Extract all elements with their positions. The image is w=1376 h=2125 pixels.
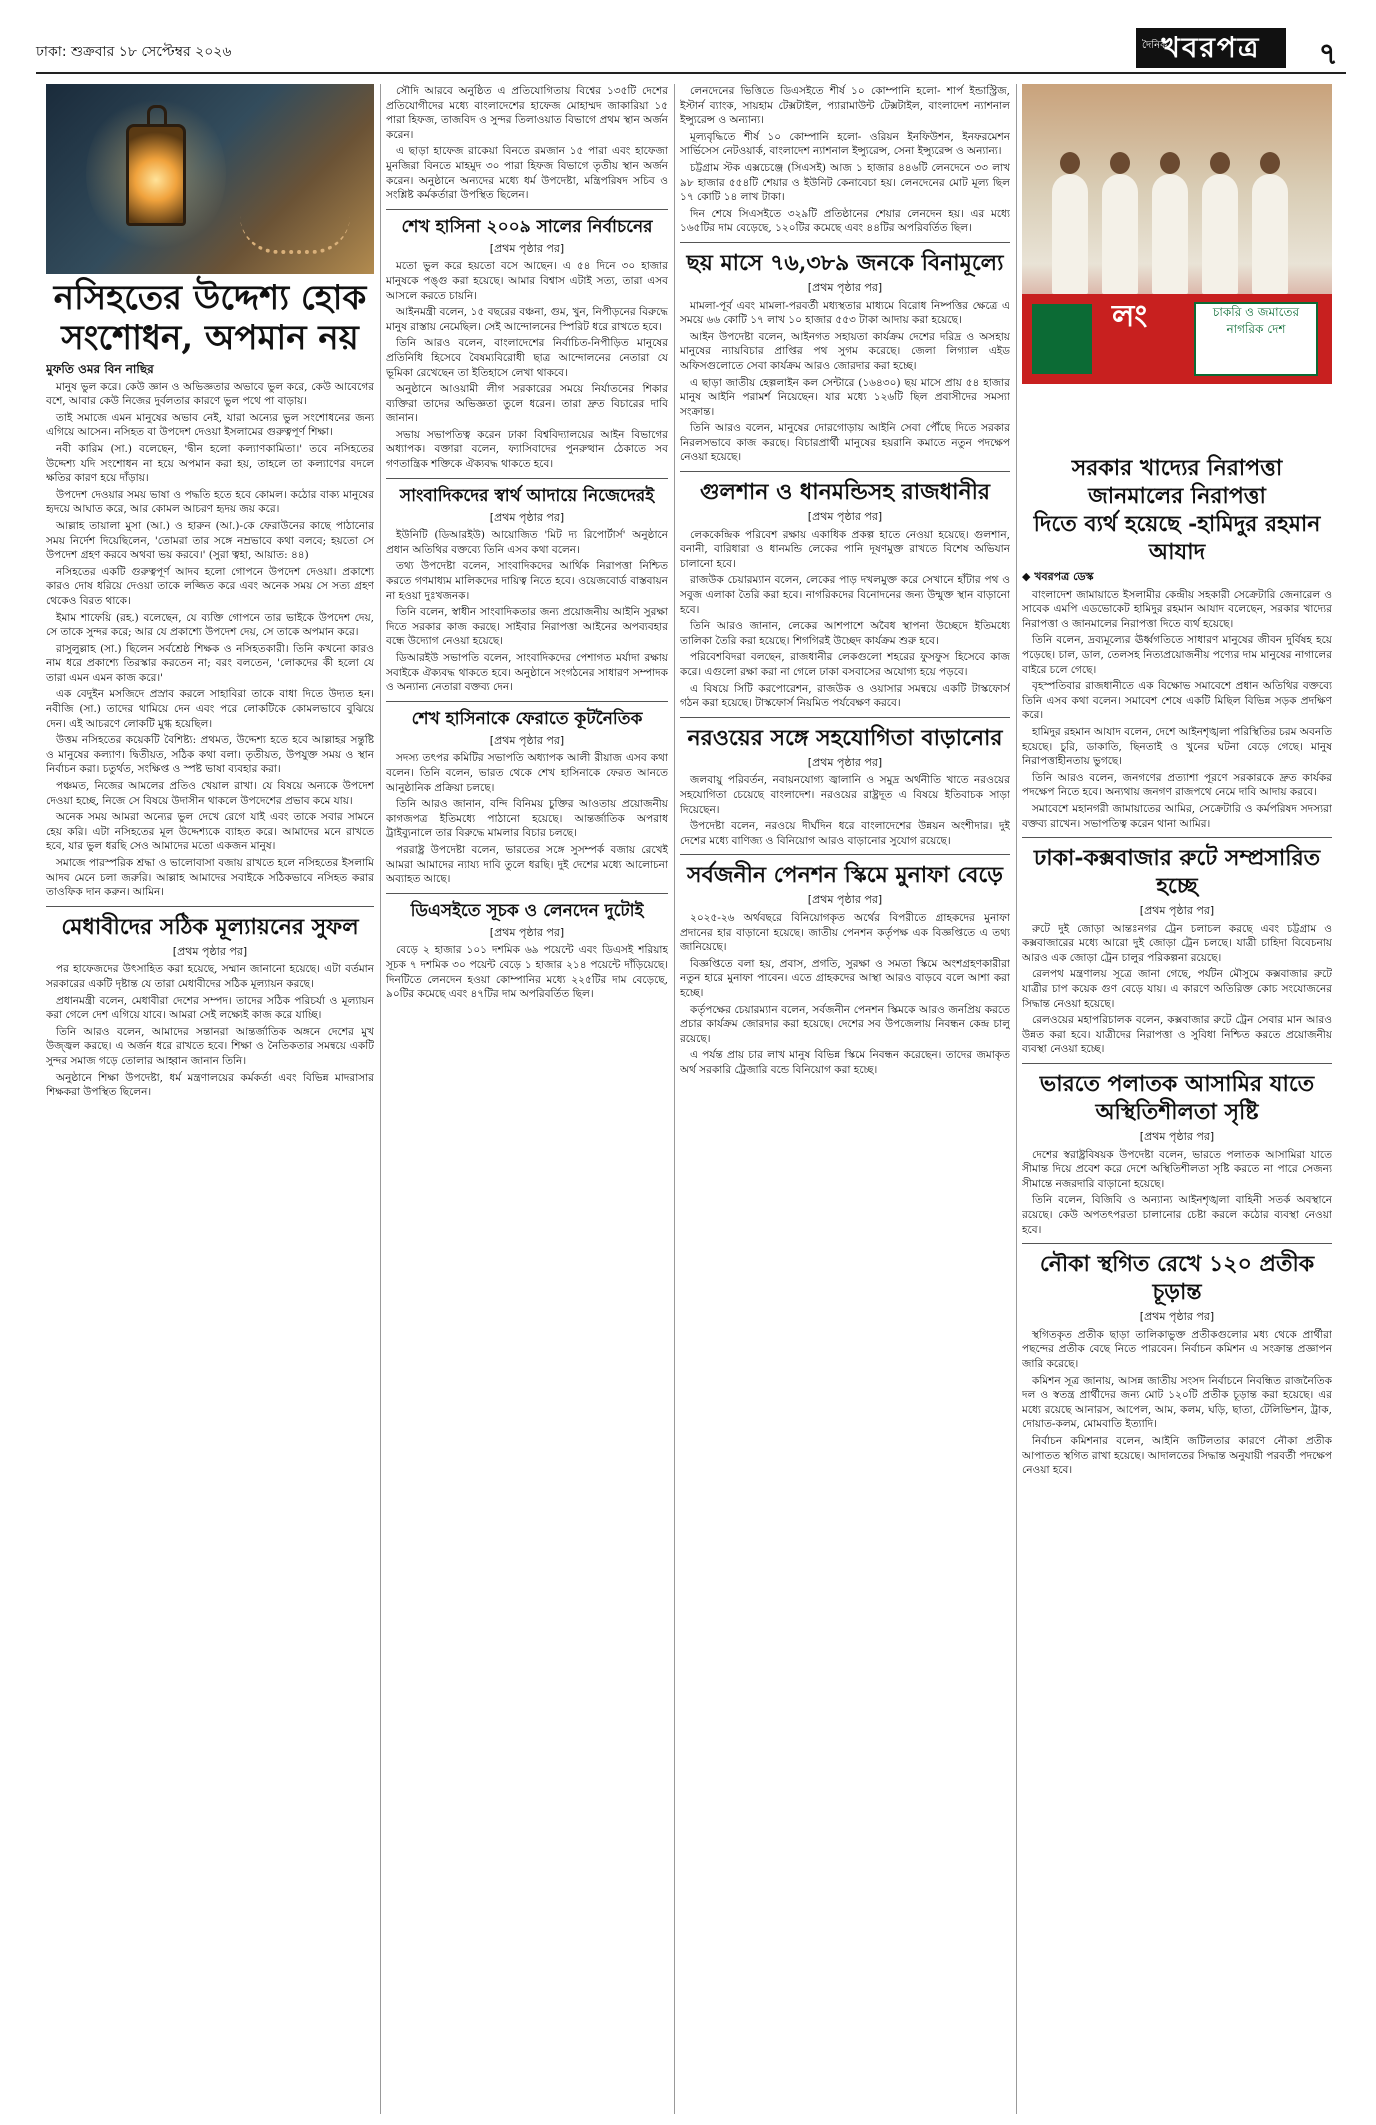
paragraph: বেড়ে ২ হাজার ১০১ দশমিক ৬৯ পয়েন্টে এবং ডিএসই শরিয়াহ সূচক ৭ দশমিক ৩০ পয়েন্ট বেড়ে ১ হাজার ২১৪ পয়েন্টে দাঁড়িয়েছে। দিনটিতে লেনদেন হওয়া কোম্পানির মধ্যে ২২৫টির দাম বেড়েছে, ৯০টির কমেছে এবং ৪৭টির দাম অপরিবর্তিত ছিল। [386,944,668,1001]
headline-line-1: সরকার খাদ্যের নিরাপত্তা জানমালের নিরাপত্তা [1071,455,1283,509]
headline-line-1: নসিহতের উদ্দেশ্য হোক [53,278,367,318]
column-1 [46,84,374,2114]
paragraph: অনেক সময় আমরা অন্যের ভুল দেখে রেগে যাই এবং তাকে সবার সামনে হেয় করি। এটা নসিহতের মূল উদ্দেশ্যকে ব্যাহত করে। আমাদের মনে রাখতে হবে, যার ভুল ধরছি সেও আমাদের মতো একজন মানুষ। [46,811,374,853]
column-3 [680,84,1010,2114]
paragraph: রাজউক চেয়ারম্যান বলেন, লেকের পাড় দখলমুক্ত করে সেখানে হাঁটার পথ ও সবুজ এলাকা তৈরি করা হবে। নাগরিকদের বিনোদনের জন্য উন্মুক্ত স্থান বাড়ানো হবে। [680,574,1010,616]
paragraph: আইনমন্ত্রী বলেন, ১৫ বছরের বঞ্চনা, গুম, খুন, নিপীড়নের বিরুদ্ধে মানুষ রাস্তায় নেমেছিল। সেই আন্দোলনের স্পিরিট ধরে রাখতে হবে। [386,306,668,333]
protest-banner [1022,294,1332,384]
newspaper-logo [1136,28,1286,68]
lantern-icon [126,124,186,226]
paragraph: তিনি আরও জানান, বন্দি বিনিময় চুক্তির আওতায় প্রয়োজনীয় কাগজপত্র ইতিমধ্যে পাঠানো হয়েছে। আন্তর্জাতিক অপরাধ ট্রাইব্যুনালে তার বিরুদ্ধে মামলার বিচার চলছে। [386,798,668,840]
paragraph: সৌদি আরবে অনুষ্ঠিত এ প্রতিযোগিতায় বিশ্বের ১৩৫টি দেশের প্রতিযোগীদের মধ্যে বাংলাদেশের হাফেজ মোহাম্মদ জাকারিয়া ১৫ পারা হিফজ, তাজবিদ ও সুন্দর তিলাওয়াত বিভাগে প্রথম স্থান অর্জন করেন। [386,85,668,141]
paragraph: এ ছাড়া হাফেজ রাকেয়া বিনতে রমজান ১৫ পারা এবং হাফেজা মুনজিরা বিনতে মাহমুদ ৩০ পারা হিফজ বিভাগে তৃতীয় স্থান অর্জন করেন। অনুষ্ঠানে অন্যদের মধ্যে ধর্ম উপদেষ্টা, মন্ত্রিপরিষদ সচিব ও সংশ্লিষ্ট কর্মকর্তারা উপস্থিত ছিলেন। [386,145,668,202]
paragraph: স্থগিতকৃত প্রতীক ছাড়া তালিকাভুক্ত প্রতীকগুলোর মধ্য থেকে প্রার্থীরা পছন্দের প্রতীক বেছে নিতে পারবেন। নির্বাচন কমিশন এ সংক্রান্ত প্রজ্ঞাপন জারি করেছে। [1022,1328,1332,1370]
column-rule [1016,84,1017,2114]
paragraph: হামিদুর রহমান আযাদ বলেন, দেশে আইনশৃঙ্খলা পরিস্থিতির চরম অবনতি হয়েছে। চুরি, ডাকাতি, ছিনতাই ও খুনের ঘটনা বেড়ে গেছে। মানুষ নিরাপত্তাহীনতায় ভুগছে। [1022,725,1332,768]
paragraph: তথ্য উপদেষ্টা বলেন, সাংবাদিকদের আর্থিক নিরাপত্তা নিশ্চিত করতে গণমাধ্যম মালিকদের দায়িত্ব নিতে হবে। ওয়েজবোর্ড বাস্তবায়ন না হওয়া দুঃখজনক। [386,560,668,602]
article-headline[interactable]: ডিএসইতে সূচক ও লেনদেন দুটোই [410,900,644,921]
paragraph: তিনি আরও বলেন, জনগণের প্রত্যাশা পূরণে সরকারকে দ্রুত কার্যকর পদক্ষেপ নিতে হবে। অন্যথায় জনগণ রাজপথে নেমে দাবি আদায় করবে। [1022,771,1332,799]
paragraph: লেককেন্দ্রিক পরিবেশ রক্ষায় একাধিক প্রকল্প হাতে নেওয়া হয়েছে। গুলশান, বনানী, বারিধারা ও ধানমন্ডি লেকের পানি দূষণমুক্ত রাখতে বিশেষ অভিযান চালানো হবে। [680,528,1010,570]
paragraph: ২০২৫-২৬ অর্থবছরে বিনিয়োগকৃত অর্থের বিপরীতে গ্রাহকদের মুনাফা প্রদানের হার বাড়ানো হয়েছে। জাতীয় পেনশন কর্তৃপক্ষ এক বিজ্ঞপ্তিতে এ তথ্য জানিয়েছে। [680,911,1010,954]
paragraph: কমিশন সূত্র জানায়, আসন্ন জাতীয় সংসদ নির্বাচনে নিবন্ধিত রাজনৈতিক দল ও স্বতন্ত্র প্রার্থীদের জন্য মোট ১২০টি প্রতীক চূড়ান্ত করা হয়েছে। এর মধ্যে রয়েছে আনারস, আপেল, আম, কলম, ঘড়ি, ছাতা, টেলিভিশন, ট্রাক, দোয়াত-কলম, মোমবাতি ইত্যাদি। [1022,1374,1332,1431]
paragraph: তিনি আরও বলেন, মানুষের দোরগোড়ায় আইনি সেবা পৌঁছে দিতে সরকার নিরলসভাবে কাজ করছে। বিচারপ্রার্থী মানুষের হয়রানি কমাতে নতুন পদক্ষেপ নেওয়া হয়েছে। [680,422,1010,464]
article-headline[interactable]: নৌকা স্থগিত রেখে ১২০ প্রতীক চূড়ান্ত [1039,1251,1315,1306]
flag-icon [1032,304,1092,374]
paragraph: রেলওয়ের মহাপরিচালক বলেন, কক্সবাজার রুটে ট্রেন সেবার মান আরও উন্নত করা হবে। যাত্রীদের নিরাপত্তা ও সুবিধা নিশ্চিত করতে প্রয়োজনীয় ব্যবস্থা নেওয়া হচ্ছে। [1022,1014,1332,1056]
lantern-photo [46,84,374,274]
continuation-note: [প্রথম পৃষ্ঠার পর] [807,893,883,907]
paragraph: সমাজে পারস্পরিক শ্রদ্ধা ও ভালোবাসা বজায় রাখতে হলে নসিহতের ইসলামি আদব মেনে চলা জরুরি। আল্লাহ আমাদের সবাইকে সঠিকভাবে নসিহত করার তাওফিক দান করুন। আমিন। [46,857,374,899]
article-headline[interactable]: গুলশান ও ধানমন্ডিসহ রাজধানীর [699,479,990,506]
section-divider [46,906,374,909]
paragraph: আল্লাহ তায়ালা মুসা (আ.) ও হারুন (আ.)-কে ফেরাউনের কাছে পাঠানোর সময় নির্দেশ দিয়েছিলেন, 'তোমরা তার সঙ্গে নম্রভাবে কথা বলবে; হয়তো সে উপদেশ গ্রহণ করবে অথবা ভয় করবে।' (সুরা ত্বহা, আয়াত: ৪৪) [46,519,374,562]
article-headline[interactable]: সর্বজনীন পেনশন স্কিমে মুনাফা বেড়ে [687,862,1003,889]
article-headline[interactable]: ছয় মাসে ৭৬,৩৮৯ জনকে বিনামূল্যে [686,249,1004,276]
logo-prefix: দৈনিক [1142,40,1168,51]
paragraph: ইমাম শাফেয়ি (রহ.) বলেছেন, যে ব্যক্তি গোপনে তার ভাইকে উপদেশ দেয়, সে তাকে সুন্দর করে; আর যে প্রকাশ্যে উপদেশ দেয়, সে তাকে অপমান করে। [46,611,374,639]
paragraph: অনুষ্ঠানে শিক্ষা উপদেষ্টা, ধর্ম মন্ত্রণালয়ের কর্মকর্তা এবং বিভিন্ন মাদরাসার শিক্ষকরা উপস্থিত ছিলেন। [46,1071,374,1099]
paragraph: রাসুলুল্লাহ (সা.) ছিলেন সর্বশ্রেষ্ঠ শিক্ষক ও নসিহতকারী। তিনি কখনো কারও নাম ধরে প্রকাশ্যে তিরস্কার করতেন না; বরং বলতেন, 'লোকদের কী হলো যে তারা এমন এমন কাজ করে।' [46,642,374,684]
paragraph: সমাবেশে মহানগরী জামায়াতের আমির, সেক্রেটারি ও কর্মপরিষদ সদস্যরা বক্তব্য রাখেন। সভাপতিত্ব করেন থানা আমির। [1022,802,1332,830]
article-headline[interactable]: শেখ হাসিনা ২০০৯ সালের নির্বাচনের [401,216,653,237]
article-headline[interactable]: ভারতে পলাতক আসামির যাতে অস্থিতিশীলতা সৃষ্টি [1039,1071,1315,1126]
paragraph: তিনি আরও জানান, লেকের আশপাশে অবৈধ স্থাপনা উচ্ছেদে ইতিমধ্যে তালিকা তৈরি করা হয়েছে। শিগগিরই উচ্ছেদ কার্যক্রম শুরু হবে। [680,620,1010,647]
masthead [36,28,1346,74]
section-divider [386,893,668,896]
headline-line-2: দিতে ব্যর্থ হয়েছে -হামিদুর রহমান আযাদ [1033,511,1321,565]
section-divider [680,242,1010,245]
paragraph: ডিআরইউ সভাপতি বলেন, সাংবাদিকদের পেশাগত মর্যাদা রক্ষায় সবাইকে ঐক্যবদ্ধ থাকতে হবে। অনুষ্ঠানে সংগঠনের সাধারণ সম্পাদক ও অন্যান্য নেতারা বক্তব্য দেন। [386,652,668,694]
paragraph: রেলপথ মন্ত্রণালয় সূত্রে জানা গেছে, পর্যটন মৌসুমে কক্সবাজার রুটে যাত্রীর চাপ কয়েক গুণ বেড়ে যায়। এ কারণে অতিরিক্ত কোচ সংযোজনের সিদ্ধান্ত নেওয়া হয়েছে। [1022,968,1332,1010]
paragraph: দেশের স্বরাষ্ট্রবিষয়ক উপদেষ্টা বলেন, ভারতে পলাতক আসামিরা যাতে সীমান্ত দিয়ে প্রবেশ করে দেশে অস্থিতিশীলতা সৃষ্টি করতে না পারে সেজন্য সীমান্তে নজরদারি বাড়ানো হয়েছে। [1022,1148,1332,1190]
banner-text: লং [1112,299,1148,334]
byline: মুফতি ওমর বিন নাছির [46,362,154,376]
paragraph: তিনি বলেন, বিজিবি ও অন্যান্য আইনশৃঙ্খলা বাহিনী সতর্ক অবস্থানে রয়েছে। কেউ অপতৎপরতা চালানোর চেষ্টা করলে কঠোর ব্যবস্থা নেওয়া হবে। [1022,1194,1332,1236]
section-divider [386,478,668,481]
continuation-note: [প্রথম পৃষ্ঠার পর] [807,280,883,294]
paragraph: নির্বাচন কমিশনার বলেন, আইনি জটিলতার কারণে নৌকা প্রতীক আপাতত স্থগিত রাখা হয়েছে। আদালতের সিদ্ধান্ত অনুযায়ী পরবর্তী পদক্ষেপ নেওয়া হবে। [1022,1434,1332,1477]
paragraph: তাই সমাজে এমন মানুষের অভাব নেই, যারা অন্যের ভুল সংশোধনের জন্য এগিয়ে আসেন। নসিহত বা উপদেশ দেওয়া ইসলামের গুরুত্বপূর্ণ শিক্ষা। [46,411,374,439]
section-divider [1022,1243,1332,1246]
continuation-note: [প্রথম পৃষ্ঠার পর] [489,733,565,747]
paragraph: চট্টগ্রাম স্টক এক্সচেঞ্জে (সিএসই) আজ ১ হাজার ৪৪৬টি লেনদেনে ৩৩ লাখ ৯৮ হাজার ৫৫৪টি শেয়ার ও ইউনিট কেনাবেচা হয়। লেনদেনের মোট মূল্য ছিল ১৭ কোটি ১৪ লাখ টাকা। [680,161,1010,204]
rally-photo [1022,84,1332,384]
continuation-note: [প্রথম পৃষ্ঠার পর] [1139,1310,1215,1324]
article-headline[interactable]: সাংবাদিকদের স্বার্থ আদায়ে নিজেদেরই [399,485,655,506]
person-figure [1202,174,1238,294]
article-headline[interactable] [1022,454,1332,566]
placard: চাকরি ও জমাতের নাগরিক দেশ [1194,302,1318,376]
continuation-note: [প্রথম পৃষ্ঠার পর] [172,944,248,958]
paragraph: আইন উপদেষ্টা বলেন, আইনগত সহায়তা কার্যক্রম দেশের দরিদ্র ও অসহায় মানুষের ন্যায়বিচার প্রাপ্তির পথ সুগম করেছে। জেলা লিগ্যাল এইড অফিসগুলোতে সেবা কার্যক্রম আরও জোরদার করা হচ্ছে। [680,330,1010,372]
paragraph: মানুষ ভুল করে। কেউ জ্ঞান ও অভিজ্ঞতার অভাবে ভুল করে, কেউ আবেগের বশে, আবার কেউ নিজের দুর্বলতার কারণে ভুল পথে পা বাড়ায়। [46,380,374,408]
paragraph: নসিহতের একটি গুরুত্বপূর্ণ আদব হলো গোপনে উপদেশ দেওয়া। প্রকাশ্যে কারও দোষ ধরিয়ে দেওয়া তাকে লজ্জিত করে এবং অনেক সময় সে সত্য গ্রহণ থেকেও বিরত থাকে। [46,565,374,607]
logo-text: খবরপত্র [1161,31,1261,64]
continuation-note: [প্রথম পৃষ্ঠার পর] [489,241,565,255]
paragraph: কর্তৃপক্ষের চেয়ারম্যান বলেন, সর্বজনীন পেনশন স্কিমকে আরও জনপ্রিয় করতে প্রচার কার্যক্রম জোরদার করা হয়েছে। দেশের সব উপজেলায় নিবন্ধন কেন্দ্র চালু রয়েছে। [680,1003,1010,1045]
section-divider [680,854,1010,857]
column-rule [380,84,381,2114]
paragraph: উপদেষ্টা বলেন, নরওয়ে দীর্ঘদিন ধরে বাংলাদেশের উন্নয়ন অংশীদার। দুই দেশের মধ্যে বাণিজ্য ও বিনিয়োগ আরও বাড়ানোর সুযোগ রয়েছে। [680,820,1010,847]
paragraph: সভায় সভাপতিত্ব করেন ঢাকা বিশ্ববিদ্যালয়ের আইন বিভাগের অধ্যাপক। বক্তারা বলেন, ফ্যাসিবাদের পুনরুত্থান ঠেকাতে সব গণতান্ত্রিক শক্তিকে ঐক্যবদ্ধ থাকতে হবে। [386,428,668,471]
paragraph: তিনি আরও বলেন, আমাদের সন্তানরা আন্তর্জাতিক অঙ্গনে দেশের মুখ উজ্জ্বল করছে। এ অর্জন ধরে রাখতে হবে। শিক্ষা ও নৈতিকতার সমন্বয়ে একটি সুন্দর সমাজ গড়ে তোলার আহ্বান জানান তিনি। [46,1025,374,1067]
paragraph: মতো ভুল করে হয়তো বসে আছেন। এ ৫৪ দিনে ৩০ হাজার মানুষকে পঙ্গু করা হয়েছে। আমার বিশ্বাস এটাই সত্য, তারা এসব আসলে করতে চায়নি। [386,260,668,302]
paragraph: তিনি বলেন, দ্রব্যমূল্যের ঊর্ধ্বগতিতে সাধারণ মানুষের জীবন দুর্বিষহ হয়ে পড়েছে। চাল, ডাল, তেলসহ নিত্যপ্রয়োজনীয় পণ্যের দাম মানুষের নাগালের বাইরে চলে গেছে। [1022,634,1332,676]
paragraph: এ বিষয়ে সিটি করপোরেশন, রাজউক ও ওয়াসার সমন্বয়ে একটি টাস্কফোর্স গঠন করা হয়েছে। টাস্কফোর্স নিয়মিত পর্যবেক্ষণ করবে। [680,682,1010,710]
paragraph: বৃহস্পতিবার রাজধানীতে এক বিক্ষোভ সমাবেশে প্রধান অতিথির বক্তব্যে তিনি এসব কথা বলেন। সমাবেশ শেষে একটি মিছিল বিভিন্ন সড়ক প্রদক্ষিণ করে। [1022,680,1332,722]
prayer-beads-icon [240,216,350,254]
article-headline[interactable]: মেধাবীদের সঠিক মূল্যায়নের সুফল [61,913,359,940]
paragraph: পর হাফেজদের উৎসাহিত করা হয়েছে, সম্মান জানানো হয়েছে। এটা বর্তমান সরকারের একটি দৃষ্টান্ত যে তারা মেধাবীদের সঠিক মূল্যায়ন করছে। [46,963,374,990]
paragraph: রুটে দুই জোড়া আন্তঃনগর ট্রেন চলাচল করছে এবং চট্টগ্রাম ও কক্সবাজারের মধ্যে আরো দুই জোড়া ট্রেন চলছে। যাত্রী চাহিদা বিবেচনায় আরও এক জোড়া ট্রেন চালুর পরিকল্পনা রয়েছে। [1022,922,1332,964]
continuation-note: [প্রথম পৃষ্ঠার পর] [1139,904,1215,918]
section-divider [386,701,668,704]
issue-date: ঢাকা: শুক্রবার ১৮ সেপ্টেম্বর ২০২৬ [36,44,232,60]
section-divider [1022,1063,1332,1066]
paragraph: পঞ্চমত, নিজের আমলের প্রতিও খেয়াল রাখা। যে বিষয়ে অন্যকে উপদেশ দেওয়া হচ্ছে, নিজে সে বিষয়ে উদাসীন থাকলে উপদেশের প্রভাব কমে যায়। [46,780,374,807]
continuation-note: [প্রথম পৃষ্ঠার পর] [489,510,565,524]
paragraph: জলবায়ু পরিবর্তন, নবায়নযোগ্য জ্বালানি ও সমুদ্র অর্থনীতি খাতে নরওয়ের সহযোগিতা চেয়েছে বাংলাদেশ। নরওয়ের রাষ্ট্রদূত এ বিষয়ে ইতিবাচক সাড়া দিয়েছেন। [680,774,1010,816]
paragraph: এ পর্যন্ত প্রায় চার লাখ মানুষ বিভিন্ন স্কিমে নিবন্ধন করেছেন। তাদের জমাকৃত অর্থ সরকারি ট্রেজারি বন্ডে বিনিয়োগ করা হচ্ছে। [680,1049,1010,1076]
paragraph: সদস্য তৎপর কমিটির সভাপতি অধ্যাপক আলী রীয়াজ এসব কথা বলেন। তিনি বলেন, ভারত থেকে শেখ হাসিনাকে ফেরত আনতে আনুষ্ঠানিক প্রক্রিয়া চলছে। [386,752,668,794]
person-figure [1052,174,1088,294]
paragraph: মূল্যবৃদ্ধিতে শীর্ষ ১০ কোম্পানি হলো- ওরিয়ন ইনফিউশন, ইনফরমেশন সার্ভিসেস নেটওয়ার্ক, বাংলাদেশ ন্যাশনাল ইন্স্যুরেন্স, সেনা ইন্স্যুরেন্স ও অন্যান্য। [680,130,1010,158]
continuation-note: [প্রথম পৃষ্ঠার পর] [807,755,883,769]
headline-line-2: সংশোধন, অপমান নয় [61,318,359,358]
column-rule [674,84,675,2114]
paragraph: পররাষ্ট্র উপদেষ্টা বলেন, ভারতের সঙ্গে সুসম্পর্ক বজায় রেখেই আমরা আমাদের ন্যায্য দাবি তুলে ধরছি। দুই দেশের মধ্যে আলোচনা অব্যাহত আছে। [386,843,668,886]
person-figure [1152,174,1188,294]
person-figure [1102,174,1138,294]
article-headline[interactable]: নরওয়ের সঙ্গে সহযোগিতা বাড়ানোর [687,724,1003,751]
paragraph: এক বেদুইন মসজিদে প্রস্রাব করলে সাহাবিরা তাকে বাধা দিতে উদ্যত হন। নবীজি (সা.) তাদের থামিয়ে দেন এবং পরে লোকটিকে কোমলভাবে বুঝিয়ে দেন। এই আচরণে লোকটি মুগ্ধ হয়েছিল। [46,688,374,730]
column-4 [1022,84,1332,2114]
section-divider [680,717,1010,720]
paragraph: দিন শেষে সিএসইতে ৩২৯টি প্রতিষ্ঠানের শেয়ার লেনদেন হয়। এর মধ্যে ১৬৫টির দাম বেড়েছে, ১২০টির কমেছে এবং ৪৪টির অপরিবর্তিত ছিল। [680,207,1010,235]
section-divider [680,471,1010,474]
person-figure [1252,174,1288,294]
column-2 [386,84,668,2114]
paragraph: পরিবেশবিদরা বলছেন, রাজধানীর লেকগুলো শহরের ফুসফুস হিসেবে কাজ করে। এগুলো রক্ষা করা না গেলে ঢাকা বসবাসের অযোগ্য হয়ে পড়বে। [680,651,1010,678]
paragraph: বিজ্ঞপ্তিতে বলা হয়, প্রবাস, প্রগতি, সুরক্ষা ও সমতা স্কিমে অংশগ্রহণকারীরা নতুন হারে মুনাফা পাবেন। এতে গ্রাহকদের আস্থা আরও বাড়বে বলে আশা করা হচ্ছে। [680,957,1010,999]
continuation-note: [প্রথম পৃষ্ঠার পর] [1139,1130,1215,1144]
paragraph: তিনি আরও বলেন, বাংলাদেশের নির্বাচিত-নিপীড়িত মানুষের প্রতিনিধি হিসেবে বৈষম্যবিরোধী ছাত্র আন্দোলনের নেতারা যে ভূমিকা রেখেছেন তা ইতিহাসে লেখা থাকবে। [386,337,668,379]
paragraph: এ ছাড়া জাতীয় হেল্পলাইন কল সেন্টারে (১৬৪৩০) ছয় মাসে প্রায় ৫৪ হাজার মানুষ আইনি পরামর্শ নিয়েছেন। যার মধ্যে ১২৬টি ছিল প্রবাসীদের সমস্যা সংক্রান্ত। [680,376,1010,418]
paragraph: মামলা-পূর্ব এবং মামলা-পরবর্তী মধ্যস্থতার মাধ্যমে বিরোধ নিষ্পত্তির ক্ষেত্রে এ সময়ে ৬৬ কোটি ১৭ লাখ ১০ হাজার ৫৫৩ টাকা আদায় করা হয়েছে। [680,299,1010,327]
continuation-note: [প্রথম পৃষ্ঠার পর] [807,510,883,524]
paragraph: ইউনিটি (ডিআরইউ) আয়োজিত 'মিট দ্য রিপোর্টার্স' অনুষ্ঠানে প্রধান অতিথির বক্তব্যে তিনি এসব কথা বলেন। [386,529,668,556]
article-headline[interactable]: শেখ হাসিনাকে ফেরাতে কূটনৈতিক [411,708,643,729]
article-headline[interactable] [46,278,374,358]
paragraph: তিনি বলেন, স্বাধীন সাংবাদিকতার জন্য প্রয়োজনীয় আইনি সুরক্ষা দিতে সরকার কাজ করছে। সাইবার নিরাপত্তা আইনের অপব্যবহার বন্ধে উদ্যোগ নেওয়া হয়েছে। [386,606,668,648]
continuation-note: [প্রথম পৃষ্ঠার পর] [489,925,565,939]
article-body [46,380,374,900]
paragraph: নবী কারিম (সা.) বলেছেন, 'দ্বীন হলো কল্যাণকামিতা।' তবে নসিহতের উদ্দেশ্য যদি সংশোধন না হয়ে অপমান করা হয়, তাহলে তা কল্যাণের বদলে ক্ষতির কারণ হয়ে দাঁড়ায়। [46,442,374,485]
article-headline[interactable]: ঢাকা-কক্সবাজার রুটে সম্প্রসারিত হচ্ছে [1033,845,1321,900]
paragraph: বাংলাদেশ জামায়াতে ইসলামীর কেন্দ্রীয় সহকারী সেক্রেটারি জেনারেল ও সাবেক এমপি এডভোকেট হামিদুর রহমান আযাদ বলেছেন, সরকার খাদ্যের নিরাপত্তা ও জানমালের নিরাপত্তা দিতে ব্যর্থ হয়েছে। [1022,588,1332,630]
page-number: ৭ [1318,37,1338,72]
paragraph: প্রধানমন্ত্রী বলেন, মেধাবীরা দেশের সম্পদ। তাদের সঠিক পরিচর্যা ও মূল্যায়ন করা গেলে দেশ এগিয়ে যাবে। আমরা সেই লক্ষ্যেই কাজ করে যাচ্ছি। [46,994,374,1022]
paragraph: লেনদেনের ভিত্তিতে ডিএসইতে শীর্ষ ১০ কোম্পানি হলো- শার্প ইন্ডাস্ট্রিজ, ইস্টার্ন ব্যাংক, সায়হাম টেক্সটাইল, প্যারামাউন্ট টেক্সটাইল, বাংলাদেশ ন্যাশনাল ইন্স্যুরেন্স ও অন্যান্য। [680,85,1010,127]
section-divider [1022,837,1332,840]
paragraph: উত্তম নসিহতের কয়েকটি বৈশিষ্ট্য: প্রথমত, উদ্দেশ্য হতে হবে আল্লাহর সন্তুষ্টি ও মানুষের কল্যাণ। দ্বিতীয়ত, সঠিক কথা বলা। তৃতীয়ত, উপযুক্ত সময় ও স্থান নির্বাচন করা। চতুর্থত, সংক্ষিপ্ত ও স্পষ্ট ভাষা ব্যবহার করা। [46,734,374,776]
desk-credit: ◆ খবরপত্র ডেস্ক [1022,570,1094,583]
paragraph: উপদেশ দেওয়ার সময় ভাষা ও পদ্ধতি হতে হবে কোমল। কঠোর বাক্য মানুষের হৃদয়ে আঘাত করে, আর কোমল আচরণ হৃদয় জয় করে। [46,488,374,516]
section-divider [386,209,668,212]
paragraph: অনুষ্ঠানে আওয়ামী লীগ সরকারের সময়ে নির্যাতনের শিকার ব্যক্তিরা তাদের অভিজ্ঞতা তুলে ধরেন। তারা দ্রুত বিচারের দাবি জানান। [386,383,668,425]
